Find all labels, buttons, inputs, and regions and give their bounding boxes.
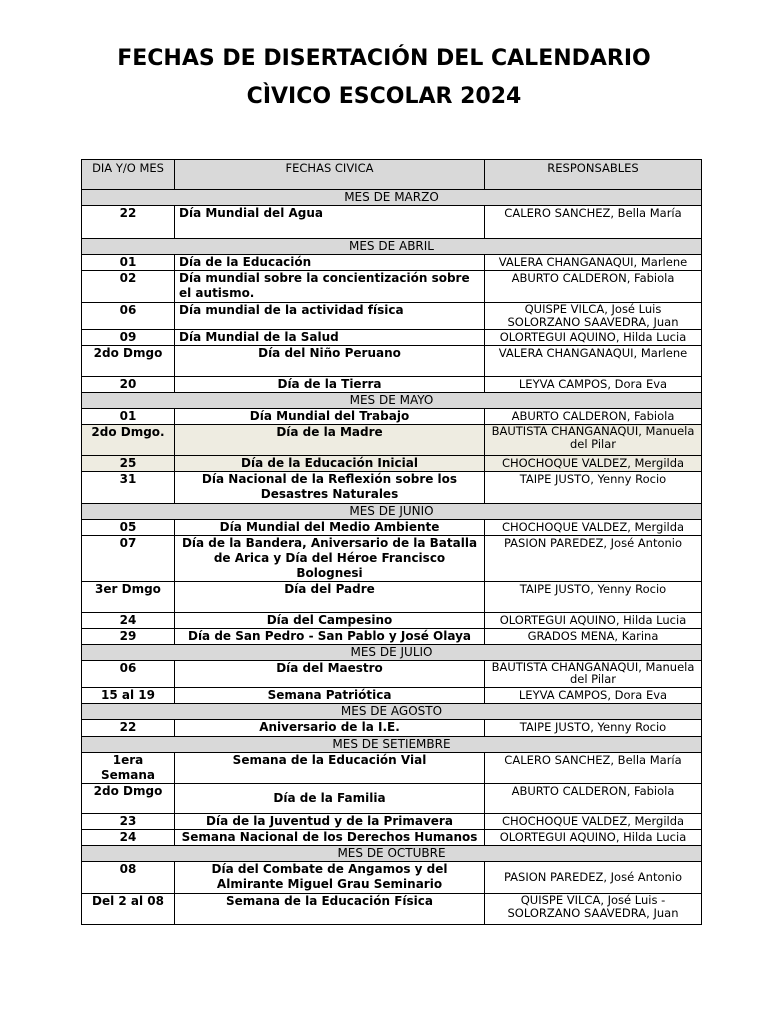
event-cell: Día de la Juventud y de la Primavera bbox=[175, 814, 485, 830]
day-cell: 05 bbox=[82, 520, 175, 536]
event-cell: Día de la Familia bbox=[175, 784, 485, 814]
responsible-cell: OLORTEGUI AQUINO, Hilda Lucia bbox=[485, 613, 702, 629]
event-cell: Día Mundial del Agua bbox=[175, 206, 485, 239]
month-label: MES DE MARZO bbox=[82, 190, 702, 206]
responsible-cell: BAUTISTA CHANGANAQUI, Manuela del Pilar bbox=[485, 661, 702, 688]
month-label: MES DE ABRIL bbox=[82, 239, 702, 255]
table-row bbox=[82, 472, 702, 504]
day-cell: 01 bbox=[82, 255, 175, 271]
day-cell: 2do Dmgo. bbox=[82, 425, 175, 456]
day-cell: 24 bbox=[82, 830, 175, 846]
day-cell: 08 bbox=[82, 862, 175, 894]
table-row bbox=[82, 814, 702, 830]
event-cell: Día de la Educación bbox=[175, 255, 485, 271]
table-row bbox=[82, 255, 702, 271]
day-cell: 24 bbox=[82, 613, 175, 629]
day-cell: 09 bbox=[82, 330, 175, 346]
table-row bbox=[82, 456, 702, 472]
table-row bbox=[82, 720, 702, 737]
day-cell: 22 bbox=[82, 720, 175, 737]
event-cell: Semana Patriótica bbox=[175, 688, 485, 704]
table-row bbox=[82, 830, 702, 846]
month-row bbox=[82, 393, 702, 409]
table-row bbox=[82, 409, 702, 425]
event-cell: Aniversario de la I.E. bbox=[175, 720, 485, 737]
event-cell: Día Mundial del Trabajo bbox=[175, 409, 485, 425]
responsible-cell: OLORTEGUI AQUINO, Hilda Lucia bbox=[485, 830, 702, 846]
day-cell: 29 bbox=[82, 629, 175, 645]
day-cell: 25 bbox=[82, 456, 175, 472]
table-row bbox=[82, 688, 702, 704]
responsible-cell: TAIPE JUSTO, Yenny Rocio bbox=[485, 720, 702, 737]
header-day: DIA Y/O MES bbox=[82, 160, 175, 190]
event-cell: Semana Nacional de los Derechos Humanos bbox=[175, 830, 485, 846]
event-cell: Día mundial de la actividad física bbox=[175, 303, 485, 330]
event-cell: Día de la Tierra bbox=[175, 377, 485, 393]
month-label: MES DE OCTUBRE bbox=[82, 846, 702, 862]
event-cell: Día de la Educación Inicial bbox=[175, 456, 485, 472]
day-cell: 3er Dmgo bbox=[82, 582, 175, 613]
responsible-cell: ABURTO CALDERON, Fabiola bbox=[485, 784, 702, 814]
responsible-cell: CHOCHOQUE VALDEZ, Mergilda bbox=[485, 520, 702, 536]
table-row bbox=[82, 206, 702, 239]
responsible-cell: TAIPE JUSTO, Yenny Rocio bbox=[485, 582, 702, 613]
table-row bbox=[82, 862, 702, 894]
table-row bbox=[82, 613, 702, 629]
event-cell: Día Nacional de la Reflexión sobre los Desastres Naturales bbox=[175, 472, 485, 504]
table-row bbox=[82, 629, 702, 645]
day-cell: 2do Dmgo bbox=[82, 784, 175, 814]
responsible-cell: VALERA CHANGANAQUI, Marlene bbox=[485, 255, 702, 271]
event-cell: Día de la Bandera, Aniversario de la Batalla de Arica y Día del Héroe Francisco Bolognesi bbox=[175, 536, 485, 582]
table-row bbox=[82, 661, 702, 688]
day-cell: 06 bbox=[82, 303, 175, 330]
event-cell: Día mundial sobre la concientización sobre el autismo. bbox=[175, 271, 485, 303]
day-cell: 01 bbox=[82, 409, 175, 425]
table-row bbox=[82, 425, 702, 456]
event-cell: Día del Campesino bbox=[175, 613, 485, 629]
day-cell: 02 bbox=[82, 271, 175, 303]
event-cell: Día de la Madre bbox=[175, 425, 485, 456]
month-row bbox=[82, 704, 702, 720]
responsible-cell: ABURTO CALDERON, Fabiola bbox=[485, 271, 702, 303]
day-cell: 31 bbox=[82, 472, 175, 504]
event-cell: Día Mundial de la Salud bbox=[175, 330, 485, 346]
event-cell: Día del Niño Peruano bbox=[175, 346, 485, 377]
table-row bbox=[82, 536, 702, 582]
table-row bbox=[82, 520, 702, 536]
responsible-cell: CHOCHOQUE VALDEZ, Mergilda bbox=[485, 814, 702, 830]
month-row bbox=[82, 239, 702, 255]
month-label: MES DE MAYO bbox=[82, 393, 702, 409]
event-cell: Semana de la Educación Física bbox=[175, 894, 485, 925]
table-row bbox=[82, 346, 702, 377]
event-cell: Día del Combate de Angamos y del Almirante Miguel Grau Seminario bbox=[175, 862, 485, 894]
responsible-cell: CHOCHOQUE VALDEZ, Mergilda bbox=[485, 456, 702, 472]
day-cell: 23 bbox=[82, 814, 175, 830]
responsible-cell: LEYVA CAMPOS, Dora Eva bbox=[485, 377, 702, 393]
responsible-cell: PASION PAREDEZ, José Antonio bbox=[485, 862, 702, 894]
day-cell: 1era Semana bbox=[82, 753, 175, 784]
responsible-cell: QUISPE VILCA, José Luis - SOLORZANO SAAVEDRA, Juan bbox=[485, 894, 702, 925]
responsible-cell: LEYVA CAMPOS, Dora Eva bbox=[485, 688, 702, 704]
month-label: MES DE JUNIO bbox=[82, 504, 702, 520]
civic-calendar-table bbox=[81, 159, 702, 925]
responsible-cell: GRADOS MENA, Karina bbox=[485, 629, 702, 645]
responsible-cell: PASION PAREDEZ, José Antonio bbox=[485, 536, 702, 582]
month-row bbox=[82, 737, 702, 753]
table-header-row bbox=[82, 160, 702, 190]
event-cell: Semana de la Educación Vial bbox=[175, 753, 485, 784]
event-cell: Día del Maestro bbox=[175, 661, 485, 688]
responsible-cell: OLORTEGUI AQUINO, Hilda Lucia bbox=[485, 330, 702, 346]
header-responsible: RESPONSABLES bbox=[485, 160, 702, 190]
document-title-line-2: CÌVICO ESCOLAR 2024 bbox=[246, 84, 522, 109]
day-cell: 22 bbox=[82, 206, 175, 239]
day-cell: 20 bbox=[82, 377, 175, 393]
event-cell: Día de San Pedro - San Pablo y José Olaya bbox=[175, 629, 485, 645]
month-label: MES DE JULIO bbox=[82, 645, 702, 661]
responsible-cell: QUISPE VILCA, José Luis SOLORZANO SAAVEDRA, Juan bbox=[485, 303, 702, 330]
responsible-cell: VALERA CHANGANAQUI, Marlene bbox=[485, 346, 702, 377]
day-cell: 15 al 19 bbox=[82, 688, 175, 704]
event-cell: Día del Padre bbox=[175, 582, 485, 613]
table-row bbox=[82, 271, 702, 303]
table-row bbox=[82, 377, 702, 393]
day-cell: Del 2 al 08 bbox=[82, 894, 175, 925]
month-row bbox=[82, 645, 702, 661]
day-cell: 2do Dmgo bbox=[82, 346, 175, 377]
document-title-line-1: FECHAS DE DISERTACIÓN DEL CALENDARIO bbox=[117, 46, 651, 71]
table-row bbox=[82, 894, 702, 925]
responsible-cell: TAIPE JUSTO, Yenny Rocio bbox=[485, 472, 702, 504]
table-row bbox=[82, 753, 702, 784]
month-label: MES DE SETIEMBRE bbox=[82, 737, 702, 753]
table-row bbox=[82, 582, 702, 613]
table-row bbox=[82, 784, 702, 814]
responsible-cell: BAUTISTA CHANGANAQUI, Manuela del Pilar bbox=[485, 425, 702, 456]
responsible-cell: CALERO SANCHEZ, Bella María bbox=[485, 206, 702, 239]
responsible-cell: ABURTO CALDERON, Fabiola bbox=[485, 409, 702, 425]
month-row bbox=[82, 504, 702, 520]
header-event: FECHAS CIVICA bbox=[175, 160, 485, 190]
event-cell: Día Mundial del Medio Ambiente bbox=[175, 520, 485, 536]
day-cell: 06 bbox=[82, 661, 175, 688]
table-row bbox=[82, 303, 702, 330]
month-row bbox=[82, 190, 702, 206]
responsible-cell: CALERO SANCHEZ, Bella María bbox=[485, 753, 702, 784]
month-label: MES DE AGOSTO bbox=[82, 704, 702, 720]
month-row bbox=[82, 846, 702, 862]
day-cell: 07 bbox=[82, 536, 175, 582]
table-row bbox=[82, 330, 702, 346]
